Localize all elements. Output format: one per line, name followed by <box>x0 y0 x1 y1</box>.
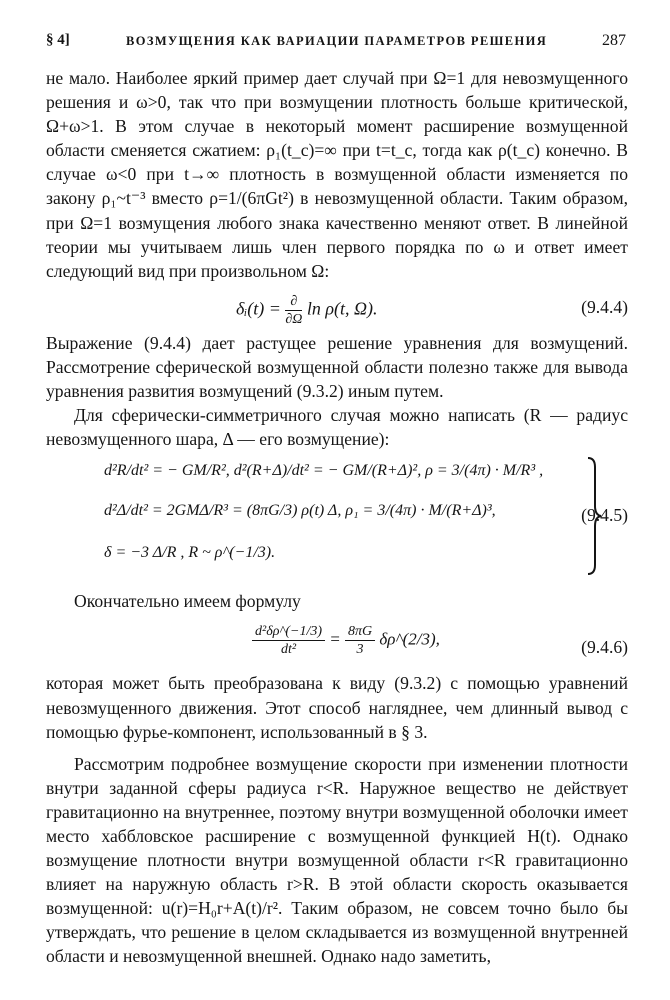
paragraph-5: которая может быть преобразована к виду (9.3.2) с помощью уравнений невозмущенного движения. Этот способ нагляднее, чем длинный вывод с помощью фурье-компонент, использованный в § 3. <box>46 673 628 742</box>
equation-system-9-4-5 <box>46 455 628 589</box>
equation-number: (9.4.5) <box>581 505 628 526</box>
equation-number: (9.4.6) <box>581 637 628 658</box>
eq-944-frac-num: ∂ <box>285 293 302 311</box>
eq-946-equals: = <box>329 629 341 649</box>
equation-9-4-4 <box>46 283 628 331</box>
eq-945-row-2: d²Δ/dt² = 2GMΔ/R³ = (8πG/3) ρ(t) Δ, ρ₁ = 3/(4π) · M/(R+Δ)³, <box>104 502 496 520</box>
eq-946-frac2-den: 3 <box>356 642 364 658</box>
paragraph-3: Для сферически-симметричного случая можно написать (R — радиус невозмущенного шара, Δ — его возмущение): <box>46 405 628 450</box>
eq-944-rhs: ln ρ(t, Ω). <box>306 298 378 319</box>
paragraph-4: Окончательно имеем формулу <box>74 591 301 612</box>
page-body <box>46 66 628 969</box>
eq-945-row-3: δ = −3 Δ/R , R ~ ρ^(−1/3). <box>104 544 276 562</box>
paragraph-6: Рассмотрим подробнее возмущение скорости при изменении плотности внутри заданной сферы радиуса r<R. Наружное вещество не действует гравитационно на внутреннее, поэтому внутри возмущенной оболочки имеет место хаббловское расширение с возмущенной функцией H(t). Однако возмущение плотности внутри возмущенной области r<R гравитационно влияет на наружную область r>R. В этой области скорость оказывается возмущенной: u(r)=H₀r+A(t)/r². Таким образом, не совсем точно было бы утверждать, что решение в целом складывается из возмущенной внутренней области и невозмущенной внешней. Однако надо заметить, <box>46 753 628 967</box>
running-header <box>46 30 626 52</box>
eq-946-frac-den: dt² <box>280 642 297 658</box>
equation-9-4-6 <box>46 617 628 671</box>
eq-945-row-1: d²R/dt² = − GM/R², d²(R+Δ)/dt² = − GM/(R+Δ)², ρ = 3/(4π) · M/R³ , <box>104 462 544 480</box>
eq-946-fraction-2 <box>345 623 375 658</box>
eq-944-frac-den: ∂Ω <box>285 311 303 327</box>
eq-944-fraction <box>285 293 302 328</box>
paragraph-2: Выражение (9.4.4) дает растущее решение уравнения для возмущений. Рассмотрение сферической возмущенной области полезно также для вывода уравнения развития возмущений (9.3.2) иным путем. <box>46 332 628 402</box>
section-mark: § 4] <box>46 32 70 48</box>
eq-946-fraction-1 <box>252 623 325 658</box>
eq-946-rhs: δρ^(2/3), <box>379 629 440 649</box>
eq-944-lhs: δᵢ(t) = <box>236 298 281 319</box>
eq-946-frac-num: d²δρ^(−1/3) <box>252 623 325 641</box>
page-number: 287 <box>602 32 626 49</box>
paragraph-1: не мало. Наиболее яркий пример дает случай при Ω=1 для невозмущенного решения и ω>0, так что при возмущении плотность больше критической, Ω+ω>1. В этом случае в некоторый момент расширение возмущенной области сменяется сжатием: ρ₁(t_c)=∞ при t=t_c, тогда как ρ(t_c) конечно. В случае ω<0 при t→∞ плотность в возмущенной области изменяется по закону ρ₁~t⁻³ вместо ρ=1/(6πGt²) в невозмущенной области. Таким образом, при Ω=1 возмущения любого знака качественно меняют ответ. В линейной теории мы учитываем лишь член первого порядка по ω и ответ имеет следующий вид при произвольном Ω: <box>46 68 628 281</box>
equation-number: (9.4.4) <box>581 296 628 317</box>
running-title: ВОЗМУЩЕНИЯ КАК ВАРИАЦИИ ПАРАМЕТРОВ РЕШЕНИЯ <box>126 34 548 48</box>
eq-946-frac2-num: 8πG <box>345 623 375 641</box>
